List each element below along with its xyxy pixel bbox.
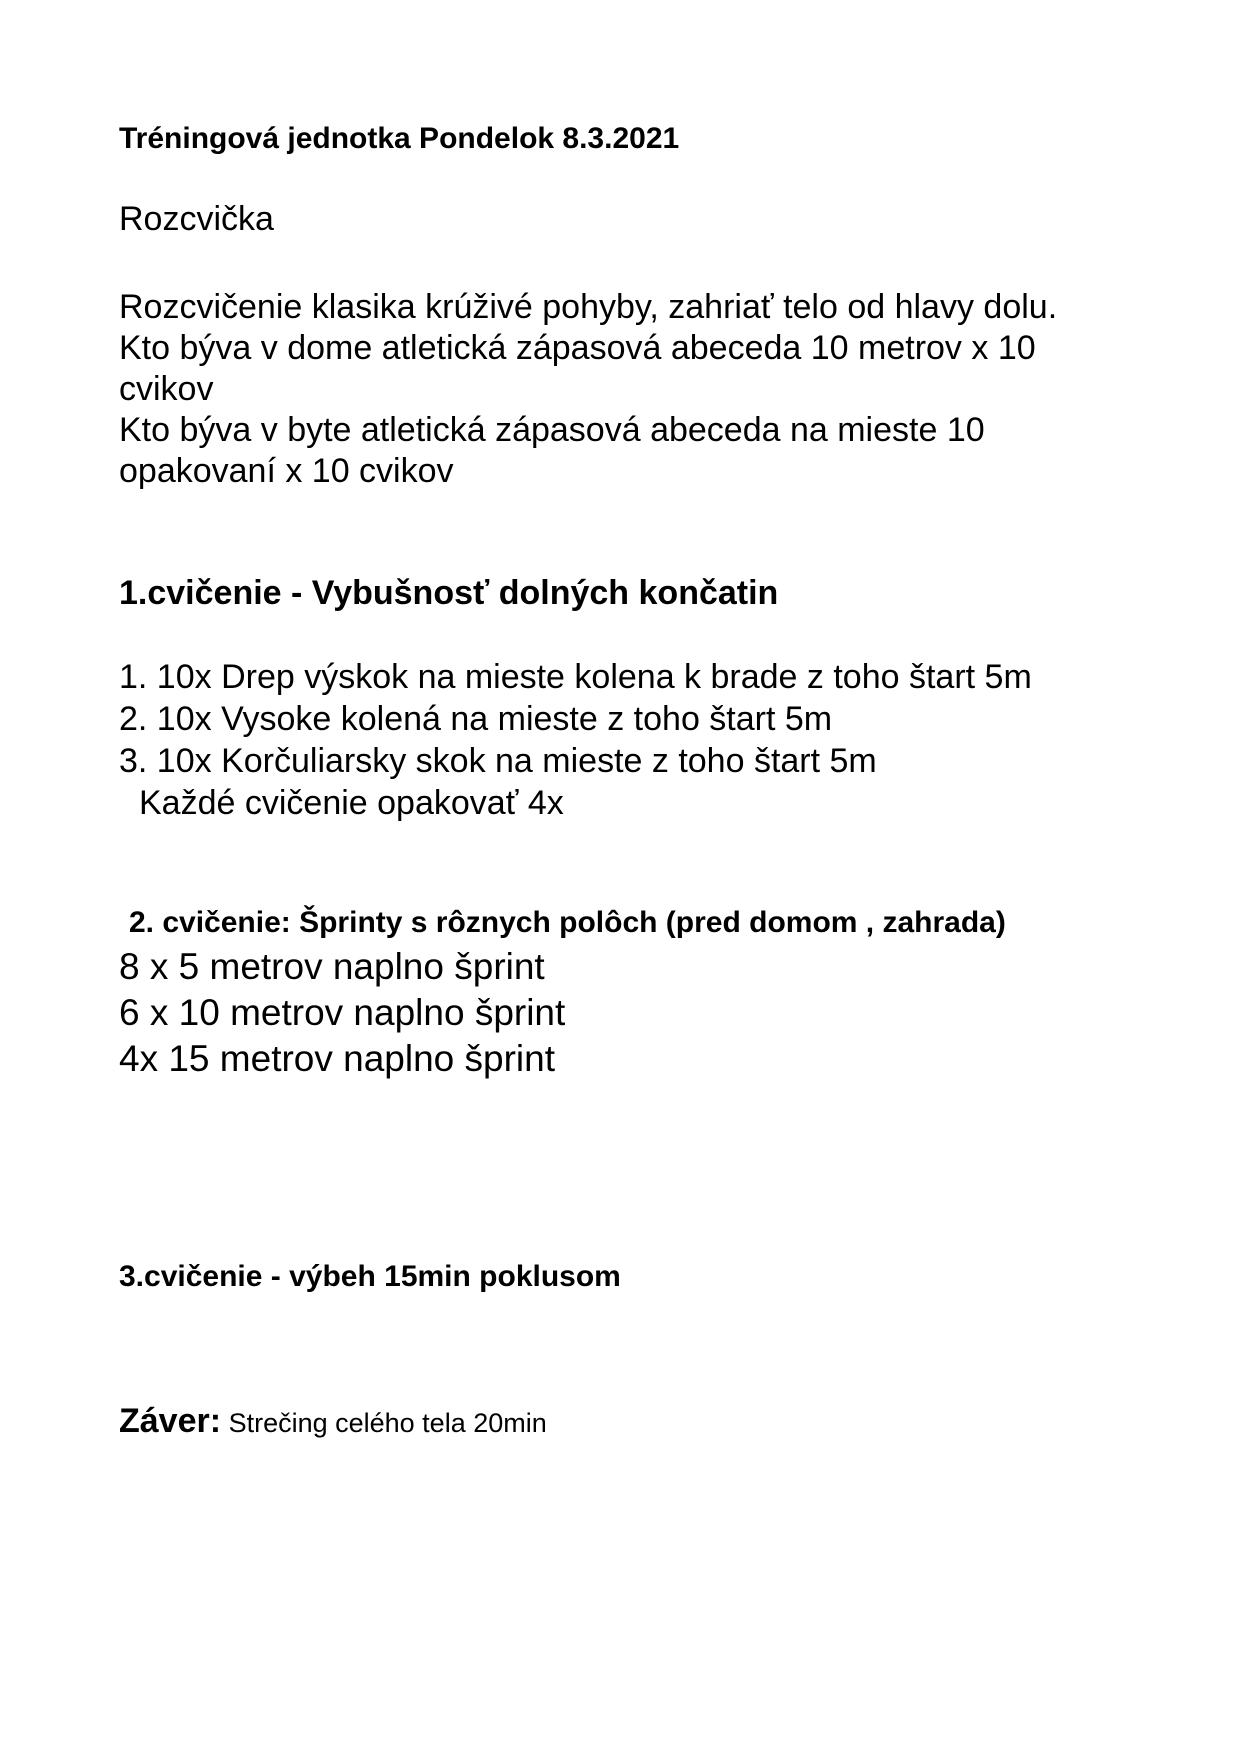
exercise1-item: 2. 10x Vysoke kolená na mieste z toho štart 5m (119, 700, 833, 738)
exercise2-item: 8 x 5 metrov naplno šprint (119, 946, 545, 987)
exercise1-item: 3. 10x Korčuliarsky skok na mieste z toho štart 5m (119, 742, 877, 780)
conclusion-label: Záver: (119, 1402, 222, 1440)
exercise1-item: 1. 10x Drep výskok na mieste kolena k brade z toho štart 5m (119, 658, 1032, 696)
warmup-line: Rozcvičenie klasika krúživé pohyby, zahriať telo od hlavy dolu. (119, 288, 1058, 326)
conclusion-text: Strečing celého tela 20min (221, 1408, 547, 1438)
warmup-line: cvikov (119, 370, 214, 408)
conclusion-line (119, 1404, 547, 1438)
exercise1-note: Každé cvičenie opakovať 4x (139, 784, 564, 822)
warmup-line: Kto býva v dome atletická zápasová abeceda 10 metrov x 10 (119, 329, 1036, 367)
exercise3-heading: 3.cvičenie - výbeh 15min poklusom (119, 1260, 621, 1293)
document-title: Tréningová jednotka Pondelok 8.3.2021 (119, 122, 680, 155)
exercise1-heading: 1.cvičenie - Vybušnosť dolných končatin (119, 574, 779, 612)
exercise2-item: 4x 15 metrov naplno šprint (119, 1038, 556, 1079)
exercise2-heading: 2. cvičenie: Šprinty s rôznych polôch (pred domom , zahrada) (129, 906, 1006, 939)
exercise2-item: 6 x 10 metrov naplno šprint (119, 992, 566, 1033)
warmup-line: opakovaní x 10 cvikov (119, 452, 454, 490)
warmup-heading: Rozcvička (119, 200, 274, 238)
warmup-line: Kto býva v byte atletická zápasová abeceda na mieste 10 (119, 411, 985, 449)
